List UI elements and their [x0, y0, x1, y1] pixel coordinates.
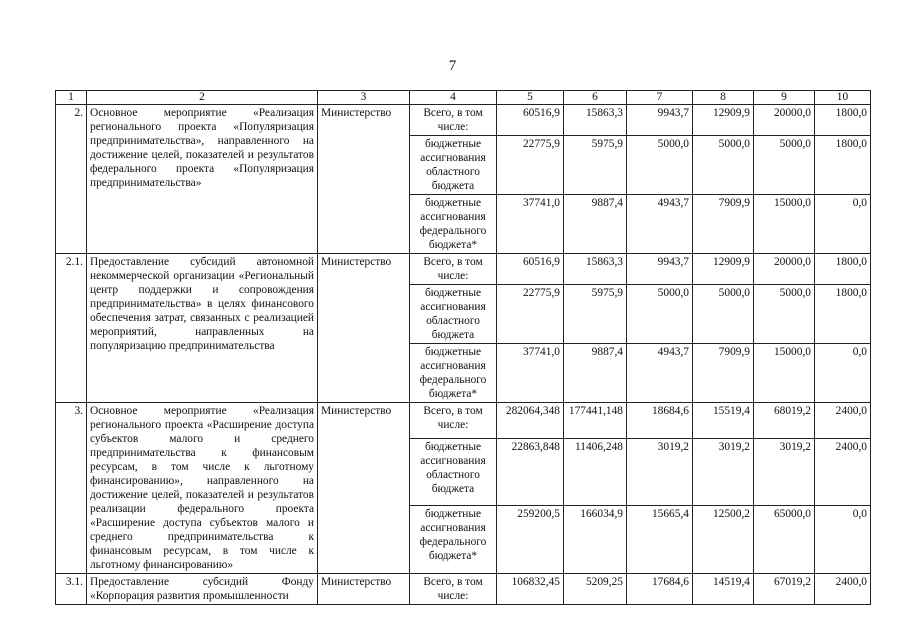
column-header: 5	[497, 91, 564, 105]
amount-cell: 3019,2	[627, 438, 693, 506]
funding-source: Всего, в том числе:	[410, 574, 497, 605]
amount-cell: 4943,7	[627, 344, 693, 403]
amount-cell: 2400,0	[815, 574, 871, 605]
amount-cell: 22863,848	[497, 438, 564, 506]
amount-cell: 20000,0	[754, 254, 815, 285]
amount-cell: 5000,0	[693, 285, 754, 344]
funding-source: Всего, в том числе:	[410, 254, 497, 285]
activity-description: Основное мероприятие «Реализация регионального проекта «Популяризация предпринимательства», направленного на достижение целей, показателей и результатов федерального проекта «Популяризация предпринимательства»	[87, 105, 318, 254]
amount-cell: 5000,0	[754, 136, 815, 195]
table-body	[56, 105, 871, 605]
amount-cell: 9943,7	[627, 105, 693, 136]
column-header: 8	[693, 91, 754, 105]
executor: Министерство	[318, 105, 410, 254]
row-number: 3.1.	[56, 574, 87, 605]
amount-cell: 1800,0	[815, 105, 871, 136]
amount-cell: 37741,0	[497, 195, 564, 254]
amount-cell: 3019,2	[754, 438, 815, 506]
amount-cell: 15863,3	[564, 105, 627, 136]
amount-cell: 5000,0	[627, 136, 693, 195]
column-header: 3	[318, 91, 410, 105]
amount-cell: 5975,9	[564, 285, 627, 344]
amount-cell: 15519,4	[693, 403, 754, 439]
row-number: 3.	[56, 403, 87, 574]
amount-cell: 20000,0	[754, 105, 815, 136]
activity-description: Предоставление субсидий Фонду «Корпорация развития промышленности	[87, 574, 318, 605]
amount-cell: 60516,9	[497, 254, 564, 285]
table-row	[56, 254, 871, 285]
amount-cell: 9943,7	[627, 254, 693, 285]
amount-cell: 7909,9	[693, 195, 754, 254]
column-header: 4	[410, 91, 497, 105]
amount-cell: 166034,9	[564, 506, 627, 574]
column-header: 1	[56, 91, 87, 105]
amount-cell: 15665,4	[627, 506, 693, 574]
funding-source: бюджетные ассигнования федерального бюджета*	[410, 344, 497, 403]
column-header: 2	[87, 91, 318, 105]
amount-cell: 1800,0	[815, 254, 871, 285]
amount-cell: 259200,5	[497, 506, 564, 574]
funding-source: бюджетные ассигнования областного бюджета	[410, 136, 497, 195]
executor: Министерство	[318, 254, 410, 403]
row-number: 2.	[56, 105, 87, 254]
header-row	[56, 91, 871, 105]
amount-cell: 14519,4	[693, 574, 754, 605]
funding-source: Всего, в том числе:	[410, 105, 497, 136]
amount-cell: 1800,0	[815, 136, 871, 195]
amount-cell: 0,0	[815, 344, 871, 403]
amount-cell: 11406,248	[564, 438, 627, 506]
amount-cell: 5000,0	[627, 285, 693, 344]
column-header: 10	[815, 91, 871, 105]
funding-source: бюджетные ассигнования федерального бюджета*	[410, 506, 497, 574]
amount-cell: 15863,3	[564, 254, 627, 285]
amount-cell: 5975,9	[564, 136, 627, 195]
amount-cell: 68019,2	[754, 403, 815, 439]
amount-cell: 37741,0	[497, 344, 564, 403]
amount-cell: 177441,148	[564, 403, 627, 439]
amount-cell: 0,0	[815, 195, 871, 254]
amount-cell: 12500,2	[693, 506, 754, 574]
amount-cell: 12909,9	[693, 105, 754, 136]
amount-cell: 2400,0	[815, 403, 871, 439]
column-header: 9	[754, 91, 815, 105]
amount-cell: 22775,9	[497, 136, 564, 195]
row-number: 2.1.	[56, 254, 87, 403]
amount-cell: 7909,9	[693, 344, 754, 403]
amount-cell: 15000,0	[754, 195, 815, 254]
amount-cell: 5000,0	[693, 136, 754, 195]
amount-cell: 65000,0	[754, 506, 815, 574]
executor: Министерство	[318, 403, 410, 574]
budget-table	[55, 90, 871, 605]
amount-cell: 60516,9	[497, 105, 564, 136]
funding-source: бюджетные ассигнования областного бюджета	[410, 285, 497, 344]
table-row	[56, 403, 871, 439]
table-row	[56, 574, 871, 605]
amount-cell: 17684,6	[627, 574, 693, 605]
executor: Министерство	[318, 574, 410, 605]
page-number: 7	[448, 58, 457, 74]
amount-cell: 2400,0	[815, 438, 871, 506]
activity-description: Основное мероприятие «Реализация регионального проекта «Расширение доступа субъектов малого и среднего предпринимательства к финансовым ресурсам, в том числе к льготному финансированию», направленного на достижение целей, показателей и результатов реализации федерального проекта «Расширение доступа субъектов малого и среднего предпринимательства к финансовым ресурсам, в том числе к льготному финансированию»	[87, 403, 318, 574]
amount-cell: 0,0	[815, 506, 871, 574]
column-header: 7	[627, 91, 693, 105]
column-header: 6	[564, 91, 627, 105]
amount-cell: 18684,6	[627, 403, 693, 439]
amount-cell: 5000,0	[754, 285, 815, 344]
funding-source: Всего, в том числе:	[410, 403, 497, 439]
funding-source: бюджетные ассигнования федерального бюджета*	[410, 195, 497, 254]
amount-cell: 12909,9	[693, 254, 754, 285]
funding-source: бюджетные ассигнования областного бюджета	[410, 438, 497, 506]
amount-cell: 1800,0	[815, 285, 871, 344]
activity-description: Предоставление субсидий автономной некоммерческой организации «Региональный центр поддержки и сопровождения предпринимательства» в целях финансового обеспечения затрат, связанных с реализацией мероприятий, направленных на популяризацию предпринимательства	[87, 254, 318, 403]
amount-cell: 9887,4	[564, 344, 627, 403]
amount-cell: 282064,348	[497, 403, 564, 439]
amount-cell: 15000,0	[754, 344, 815, 403]
amount-cell: 9887,4	[564, 195, 627, 254]
amount-cell: 5209,25	[564, 574, 627, 605]
amount-cell: 67019,2	[754, 574, 815, 605]
table-row	[56, 105, 871, 136]
amount-cell: 3019,2	[693, 438, 754, 506]
amount-cell: 106832,45	[497, 574, 564, 605]
amount-cell: 22775,9	[497, 285, 564, 344]
amount-cell: 4943,7	[627, 195, 693, 254]
